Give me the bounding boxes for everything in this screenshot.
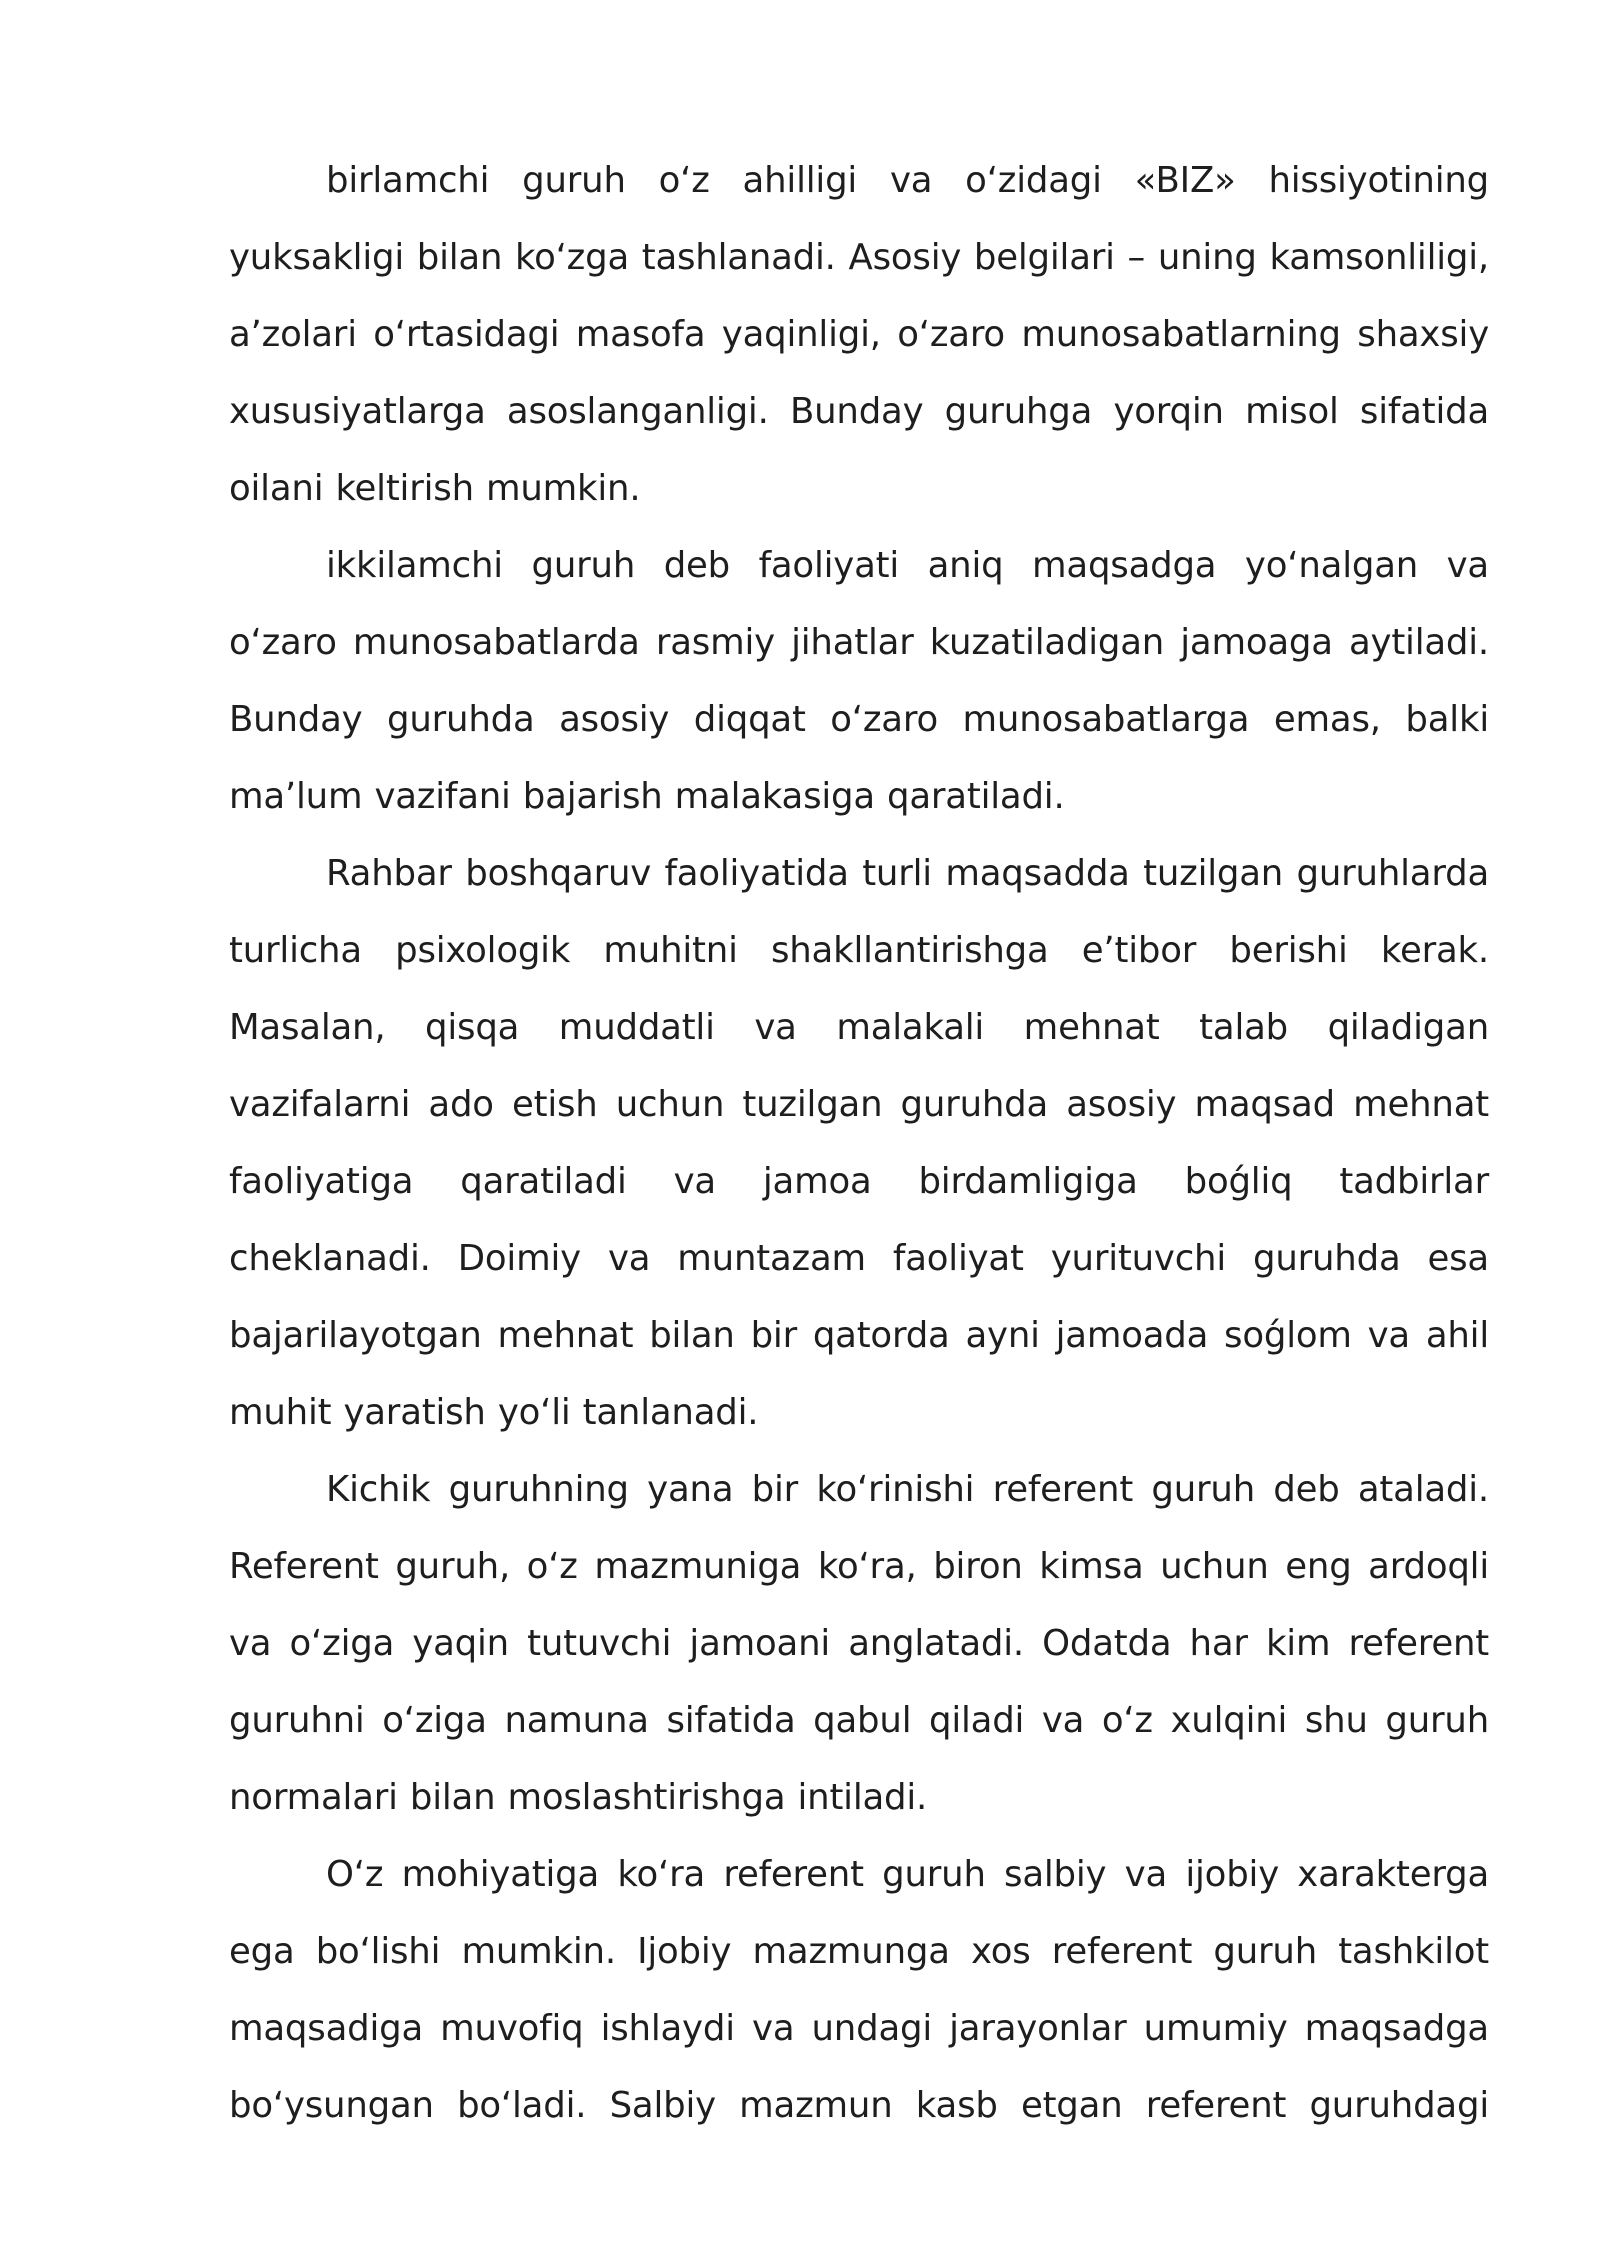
paragraph-primary-group: birlamchi guruh o‘z ahilligi va o‘zidagi «BIZ» hissiyotining yuksakligi bilan ko‘zga tashlanadi. Asosiy belgilari – uning kamsonliligi, a’zolari o‘rtasidagi masofa yaqinligi, o‘zaro munosabatlarning shaxsiy xususiyatlarga asoslanganligi. Bunday guruhga yorqin misol sifatida oilani keltirish mumkin. <box>229 160 1489 509</box>
body-text <box>229 142 1489 2144</box>
paragraph-secondary-group: ikkilamchi guruh deb faoliyati aniq maqsadga yo‘nalgan va o‘zaro munosabatlarda rasmiy jihatlar kuzatiladigan jamoaga aytiladi. Bunday guruhda asosiy diqqat o‘zaro munosabatlarga emas, balki ma’lum vazifani bajarish malakasiga qaratiladi. <box>229 545 1489 817</box>
paragraph-leader-management: Rahbar boshqaruv faoliyatida turli maqsadda tuzilgan guruhlarda turlicha psixologik muhitni shakllantirishga e’tibor berishi kerak. Masalan, qisqa muddatli va malakali mehnat talab qiladigan vazifalarni ado etish uchun tuzilgan guruhda asosiy maqsad mehnat faoliyatiga qaratiladi va jamoa birdamligiga boǵliq tadbirlar cheklanadi. Doimiy va muntazam faoliyat yurituvchi guruhda esa bajarilayotgan mehnat bilan bir qatorda ayni jamoada soǵlom va ahil muhit yaratish yo‘li tanlanadi. <box>229 853 1489 1433</box>
paragraph-referent-nature: O‘z mohiyatiga ko‘ra referent guruh salbiy va ijobiy xarakterga ega bo‘lishi mumkin. Ijobiy mazmunga xos referent guruh tashkilot maqsadiga muvofiq ishlaydi va undagi jarayonlar umumiy maqsadga bo‘ysungan bo‘ladi. Salbiy mazmun kasb etgan referent guruhdagi <box>229 1854 1489 2126</box>
paragraph-referent-group: Kichik guruhning yana bir ko‘rinishi referent guruh deb ataladi. Referent guruh, o‘z mazmuniga ko‘ra, biron kimsa uchun eng ardoqli va o‘ziga yaqin tutuvchi jamoani anglatadi. Odatda har kim referent guruhni o‘ziga namuna sifatida qabul qiladi va o‘z xulqini shu guruh normalari bilan moslashtirishga intiladi. <box>229 1469 1489 1818</box>
